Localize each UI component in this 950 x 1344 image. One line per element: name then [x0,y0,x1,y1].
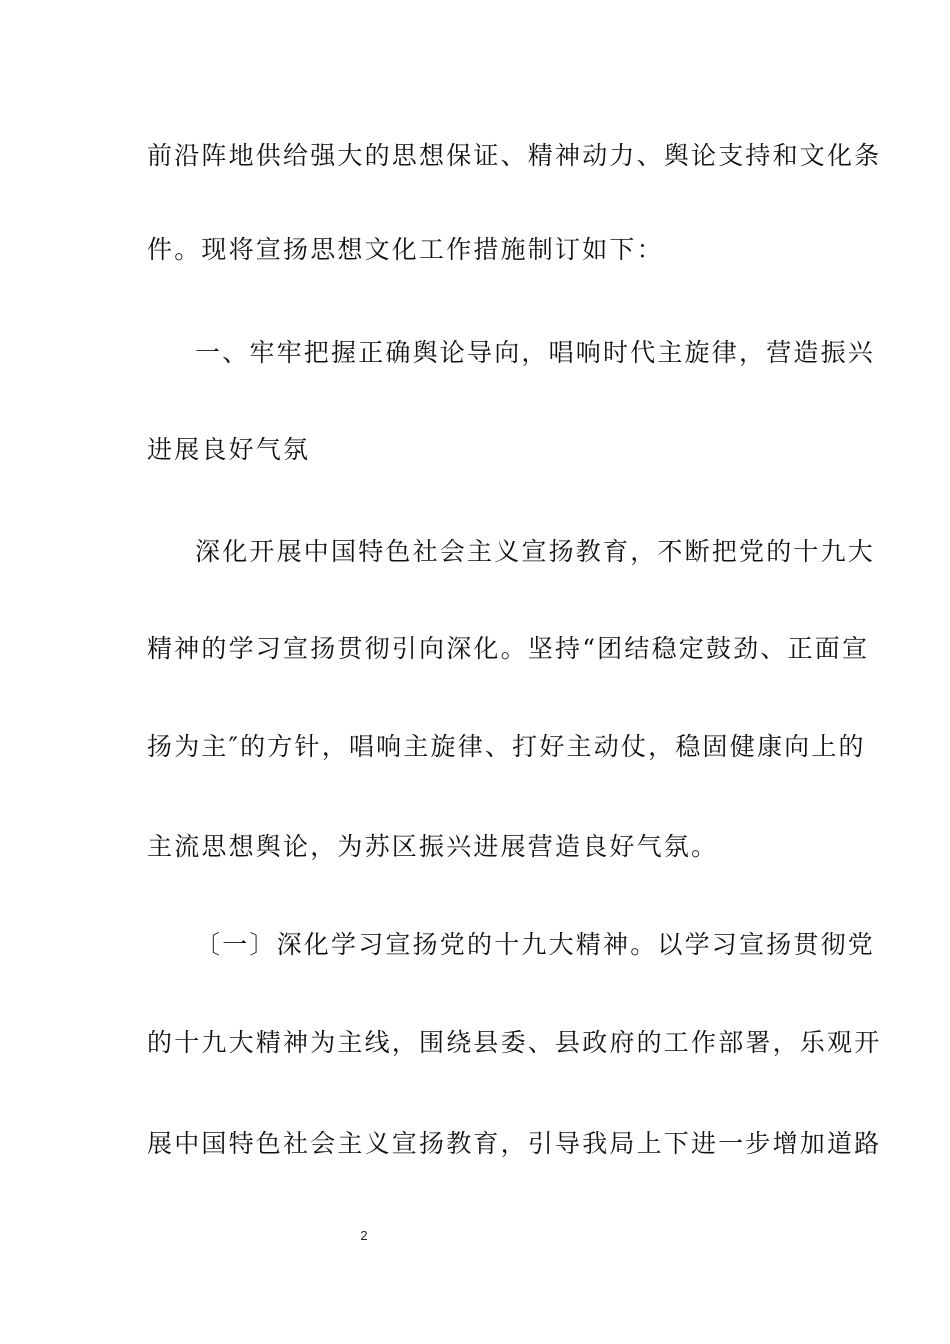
section-heading-line: 进展良好气氛 [147,435,311,464]
page-number: 2 [360,1228,368,1243]
body-text-line: 精神的学习宣扬贯彻引向深化。坚持“团结稳定鼓劲、正面宣 [147,634,870,663]
subsection-text-line: 〔一〕深化学习宣扬党的十九大精神。以学习宣扬贯彻党 [195,930,876,959]
section-heading-line: 一、牢牢把握正确舆论导向，唱响时代主旋律，营造振兴 [195,338,876,367]
body-text-line: 的十九大精神为主线，围绕县委、县政府的工作部署，乐观开 [147,1028,882,1057]
body-text-line: 展中国特色社会主义宣扬教育，引导我局上下进一步增加道路 [147,1129,882,1158]
body-text-line: 前沿阵地供给强大的思想保证、精神动力、舆论支持和文化条 [147,141,882,170]
body-text-line: 主流思想舆论，为苏区振兴进展营造良好气氛。 [147,832,719,861]
body-text-line: 深化开展中国特色社会主义宣扬教育，不断把党的十九大 [195,537,876,566]
body-text-line: 扬为主″的方针，唱响主旋律、打好主动仗，稳固健康向上的 [147,732,866,761]
body-text-line: 件。现将宣扬思想文化工作措施制订如下： [147,235,664,264]
